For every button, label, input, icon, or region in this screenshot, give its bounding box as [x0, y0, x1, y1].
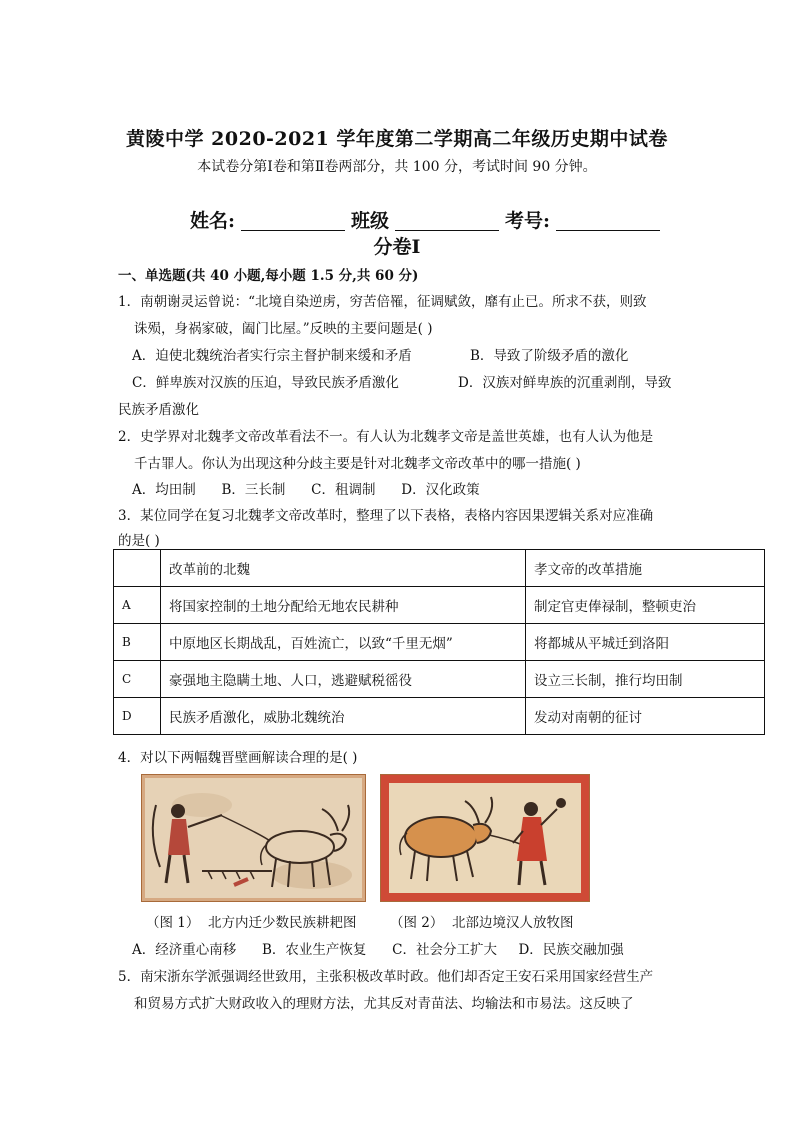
- table-cell: 制定官吏俸禄制，整顿吏治: [526, 587, 765, 624]
- table-row: [114, 698, 765, 735]
- table-header-cell: 孝文帝的改革措施: [526, 550, 765, 587]
- section-heading: 一、单选题(共 40 小题,每小题 1.5 分,共 60 分): [118, 268, 419, 284]
- class-field[interactable]: [395, 210, 499, 231]
- table-cell: 将都城从平城迁到洛阳: [526, 624, 765, 661]
- exam-title: 黄陵中学 2020-2021 学年度第二学期高二年级历史期中试卷: [126, 128, 668, 150]
- section-title: 分卷Ⅰ: [373, 236, 421, 258]
- q1-option-c: C．鲜卑族对汉族的压迫，导致民族矛盾激化: [132, 375, 399, 391]
- q2-options: A．均田制 B．三长制 C．租调制 D．汉化政策: [132, 482, 480, 498]
- table-row: [114, 587, 765, 624]
- table-cell: 中原地区长期战乱，百姓流亡，以致“千里无烟”: [161, 624, 526, 661]
- q3-line2: 的是( ): [118, 533, 160, 549]
- q1-line2: 诛殒，身祸家破，阖门比屋。”反映的主要问题是( ): [134, 321, 433, 337]
- table-row: [114, 624, 765, 661]
- table-cell: 豪强地主隐瞒土地、人口，逃避赋税徭役: [161, 661, 526, 698]
- name-field[interactable]: [241, 210, 345, 231]
- q1-option-b: B．导致了阶级矛盾的激化: [470, 348, 629, 364]
- q1-option-d-cont: 民族矛盾激化: [118, 402, 199, 418]
- q1-option-d: D．汉族对鲜卑族的沉重剥削，导致: [458, 375, 672, 391]
- table-cell: [114, 550, 161, 587]
- class-label: 班级: [351, 210, 390, 232]
- q1-line1: 1．南朝谢灵运曾说：“北境自染逆虏，穷苦倍罹，征调赋敛，靡有止已。所求不获，则致: [118, 294, 647, 310]
- q3-table: [113, 549, 765, 735]
- table-header-cell: 改革前的北魏: [161, 550, 526, 587]
- q2-line2: 千古罪人。你认为出现这种分歧主要是针对北魏孝文帝改革中的哪一措施( ): [134, 456, 581, 472]
- row-label: B: [114, 624, 161, 661]
- q1-option-a: A．迫使北魏统治者实行宗主督护制来缓和矛盾: [132, 348, 412, 364]
- q3-line1: 3．某位同学在复习北魏孝文帝改革时，整理了以下表格，表格内容因果逻辑关系对应准确: [118, 508, 654, 524]
- table-cell: 设立三长制，推行均田制: [526, 661, 765, 698]
- name-label: 姓名:: [190, 210, 236, 232]
- exam-subtitle: 本试卷分第Ⅰ卷和第Ⅱ卷两部分，共 100 分，考试时间 90 分钟。: [197, 159, 597, 175]
- number-field[interactable]: [556, 210, 660, 231]
- table-cell: 将国家控制的土地分配给无地农民耕种: [161, 587, 526, 624]
- mural-caption-2: （图 2） 北部边境汉人放牧图: [390, 915, 574, 931]
- student-info-row: [190, 206, 666, 233]
- row-label: D: [114, 698, 161, 735]
- row-label: A: [114, 587, 161, 624]
- q4-line1: 4．对以下两幅魏晋壁画解读合理的是( ): [118, 750, 358, 766]
- number-label: 考号:: [505, 210, 551, 232]
- q5-line1: 5．南宋浙东学派强调经世致用，主张积极改革时政。他们却否定王安石采用国家经营生产: [118, 969, 654, 985]
- table-row: [114, 661, 765, 698]
- q2-line1: 2．史学界对北魏孝文帝改革看法不一。有人认为北魏孝文帝是盖世英雄，也有人认为他是: [118, 429, 654, 445]
- mural-image-2: [380, 774, 590, 902]
- table-cell: 民族矛盾激化，威胁北魏统治: [161, 698, 526, 735]
- table-cell: 发动对南朝的征讨: [526, 698, 765, 735]
- q5-line2: 和贸易方式扩大财政收入的理财方法，尤其反对青苗法、均输法和市易法。这反映了: [134, 996, 634, 1012]
- mural-image-1: [141, 774, 366, 902]
- mural-caption-1: （图 1） 北方内迁少数民族耕耙图: [146, 915, 357, 931]
- row-label: C: [114, 661, 161, 698]
- table-header-row: [114, 550, 765, 587]
- q4-options: A．经济重心南移 B．农业生产恢复 C．社会分工扩大 D．民族交融加强: [132, 942, 624, 958]
